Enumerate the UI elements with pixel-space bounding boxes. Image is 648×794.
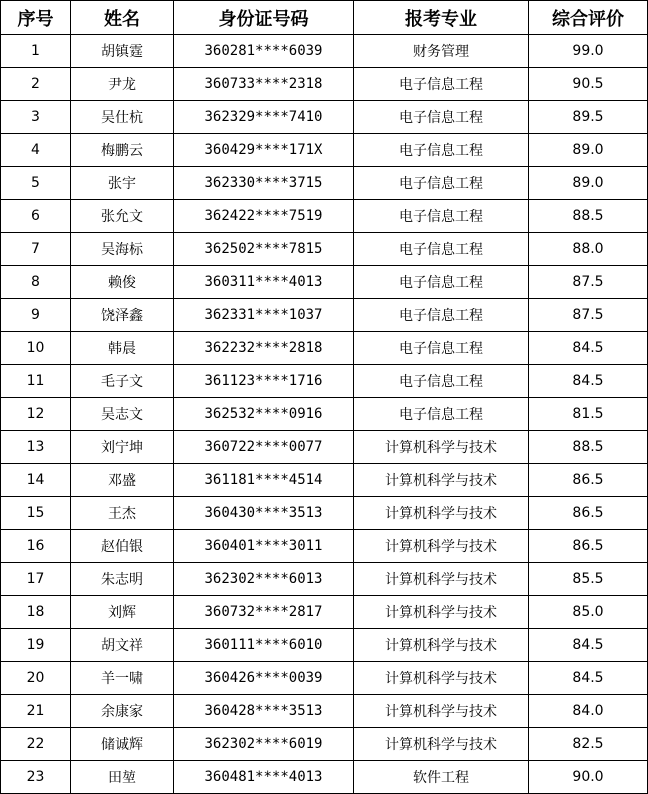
- row-number: 19: [1, 629, 71, 662]
- row-number: 14: [1, 464, 71, 497]
- table-row: [1, 365, 648, 398]
- row-id-number: 362329****7410: [174, 101, 354, 134]
- row-name: 赵伯银: [71, 530, 174, 563]
- row-score: 88.5: [529, 431, 648, 464]
- table-row: [1, 464, 648, 497]
- row-number: 2: [1, 68, 71, 101]
- row-name: 吴志文: [71, 398, 174, 431]
- row-major: 电子信息工程: [354, 332, 529, 365]
- row-score: 87.5: [529, 266, 648, 299]
- row-id-number: 360481****4013: [174, 761, 354, 794]
- row-name: 刘宁坤: [71, 431, 174, 464]
- row-number: 7: [1, 233, 71, 266]
- row-number: 6: [1, 200, 71, 233]
- row-number: 10: [1, 332, 71, 365]
- row-major: 计算机科学与技术: [354, 431, 529, 464]
- row-id-number: 360311****4013: [174, 266, 354, 299]
- row-score: 86.5: [529, 530, 648, 563]
- row-id-number: 362232****2818: [174, 332, 354, 365]
- row-score: 99.0: [529, 35, 648, 68]
- row-id-number: 362532****0916: [174, 398, 354, 431]
- row-major: 电子信息工程: [354, 299, 529, 332]
- row-number: 18: [1, 596, 71, 629]
- table-row: [1, 266, 648, 299]
- table-body: [1, 35, 648, 794]
- row-id-number: 360733****2318: [174, 68, 354, 101]
- row-score: 89.5: [529, 101, 648, 134]
- row-score: 90.5: [529, 68, 648, 101]
- row-number: 1: [1, 35, 71, 68]
- row-number: 5: [1, 167, 71, 200]
- table-row: [1, 596, 648, 629]
- row-major: 计算机科学与技术: [354, 629, 529, 662]
- table-row: [1, 398, 648, 431]
- row-id-number: 360401****3011: [174, 530, 354, 563]
- row-name: 王杰: [71, 497, 174, 530]
- row-major: 软件工程: [354, 761, 529, 794]
- table-row: [1, 101, 648, 134]
- row-major: 电子信息工程: [354, 167, 529, 200]
- table-row: [1, 563, 648, 596]
- row-number: 12: [1, 398, 71, 431]
- row-name: 胡镇霆: [71, 35, 174, 68]
- table-row: [1, 332, 648, 365]
- row-score: 86.5: [529, 464, 648, 497]
- row-major: 电子信息工程: [354, 134, 529, 167]
- row-name: 韩晨: [71, 332, 174, 365]
- row-major: 计算机科学与技术: [354, 563, 529, 596]
- table-row: [1, 662, 648, 695]
- row-score: 85.0: [529, 596, 648, 629]
- row-name: 田堃: [71, 761, 174, 794]
- row-id-number: 360111****6010: [174, 629, 354, 662]
- row-score: 85.5: [529, 563, 648, 596]
- row-number: 17: [1, 563, 71, 596]
- row-score: 84.5: [529, 662, 648, 695]
- row-score: 81.5: [529, 398, 648, 431]
- row-name: 刘辉: [71, 596, 174, 629]
- row-id-number: 362302****6013: [174, 563, 354, 596]
- row-name: 余康家: [71, 695, 174, 728]
- row-id-number: 362302****6019: [174, 728, 354, 761]
- header-major: 报考专业: [354, 1, 529, 35]
- table-row: [1, 167, 648, 200]
- row-id-number: 362330****3715: [174, 167, 354, 200]
- row-name: 张允文: [71, 200, 174, 233]
- row-major: 计算机科学与技术: [354, 464, 529, 497]
- row-id-number: 360722****0077: [174, 431, 354, 464]
- row-score: 88.0: [529, 233, 648, 266]
- header-score: 综合评价: [529, 1, 648, 35]
- row-score: 87.5: [529, 299, 648, 332]
- row-name: 尹龙: [71, 68, 174, 101]
- table-row: [1, 68, 648, 101]
- row-number: 4: [1, 134, 71, 167]
- row-major: 计算机科学与技术: [354, 728, 529, 761]
- row-number: 13: [1, 431, 71, 464]
- header-name: 姓名: [71, 1, 174, 35]
- row-name: 赖俊: [71, 266, 174, 299]
- row-major: 计算机科学与技术: [354, 530, 529, 563]
- table-row: [1, 695, 648, 728]
- row-score: 89.0: [529, 167, 648, 200]
- row-major: 电子信息工程: [354, 398, 529, 431]
- row-major: 电子信息工程: [354, 365, 529, 398]
- row-score: 88.5: [529, 200, 648, 233]
- row-score: 86.5: [529, 497, 648, 530]
- row-id-number: 360426****0039: [174, 662, 354, 695]
- row-major: 电子信息工程: [354, 101, 529, 134]
- row-id-number: 360429****171X: [174, 134, 354, 167]
- row-name: 邓盛: [71, 464, 174, 497]
- row-score: 90.0: [529, 761, 648, 794]
- table-row: [1, 35, 648, 68]
- row-id-number: 360430****3513: [174, 497, 354, 530]
- row-name: 毛子文: [71, 365, 174, 398]
- row-score: 84.5: [529, 365, 648, 398]
- row-name: 张宇: [71, 167, 174, 200]
- row-name: 羊一啸: [71, 662, 174, 695]
- table-row: [1, 299, 648, 332]
- header-id-number: 身份证号码: [174, 1, 354, 35]
- header-row: [1, 1, 648, 35]
- header-number: 序号: [1, 1, 71, 35]
- row-number: 21: [1, 695, 71, 728]
- table-row: [1, 497, 648, 530]
- row-id-number: 360428****3513: [174, 695, 354, 728]
- row-number: 15: [1, 497, 71, 530]
- row-number: 3: [1, 101, 71, 134]
- row-id-number: 361123****1716: [174, 365, 354, 398]
- row-score: 84.5: [529, 629, 648, 662]
- row-major: 电子信息工程: [354, 233, 529, 266]
- row-score: 82.5: [529, 728, 648, 761]
- row-number: 9: [1, 299, 71, 332]
- row-major: 计算机科学与技术: [354, 662, 529, 695]
- row-name: 饶泽鑫: [71, 299, 174, 332]
- table-row: [1, 134, 648, 167]
- row-id-number: 361181****4514: [174, 464, 354, 497]
- row-name: 胡文祥: [71, 629, 174, 662]
- row-name: 吴仕杭: [71, 101, 174, 134]
- row-score: 84.5: [529, 332, 648, 365]
- table-row: [1, 233, 648, 266]
- row-number: 11: [1, 365, 71, 398]
- row-name: 梅鹏云: [71, 134, 174, 167]
- row-name: 储诚辉: [71, 728, 174, 761]
- row-major: 电子信息工程: [354, 68, 529, 101]
- row-name: 吴海标: [71, 233, 174, 266]
- row-id-number: 362422****7519: [174, 200, 354, 233]
- row-name: 朱志明: [71, 563, 174, 596]
- row-major: 电子信息工程: [354, 266, 529, 299]
- row-score: 89.0: [529, 134, 648, 167]
- row-id-number: 360732****2817: [174, 596, 354, 629]
- row-number: 16: [1, 530, 71, 563]
- row-number: 22: [1, 728, 71, 761]
- row-id-number: 360281****6039: [174, 35, 354, 68]
- row-major: 计算机科学与技术: [354, 497, 529, 530]
- table-row: [1, 728, 648, 761]
- row-major: 财务管理: [354, 35, 529, 68]
- row-number: 23: [1, 761, 71, 794]
- table-row: [1, 761, 648, 794]
- table-row: [1, 200, 648, 233]
- table-row: [1, 629, 648, 662]
- row-major: 电子信息工程: [354, 200, 529, 233]
- row-number: 8: [1, 266, 71, 299]
- table-row: [1, 530, 648, 563]
- table-row: [1, 431, 648, 464]
- row-score: 84.0: [529, 695, 648, 728]
- row-major: 计算机科学与技术: [354, 695, 529, 728]
- row-major: 计算机科学与技术: [354, 596, 529, 629]
- row-id-number: 362331****1037: [174, 299, 354, 332]
- row-number: 20: [1, 662, 71, 695]
- row-id-number: 362502****7815: [174, 233, 354, 266]
